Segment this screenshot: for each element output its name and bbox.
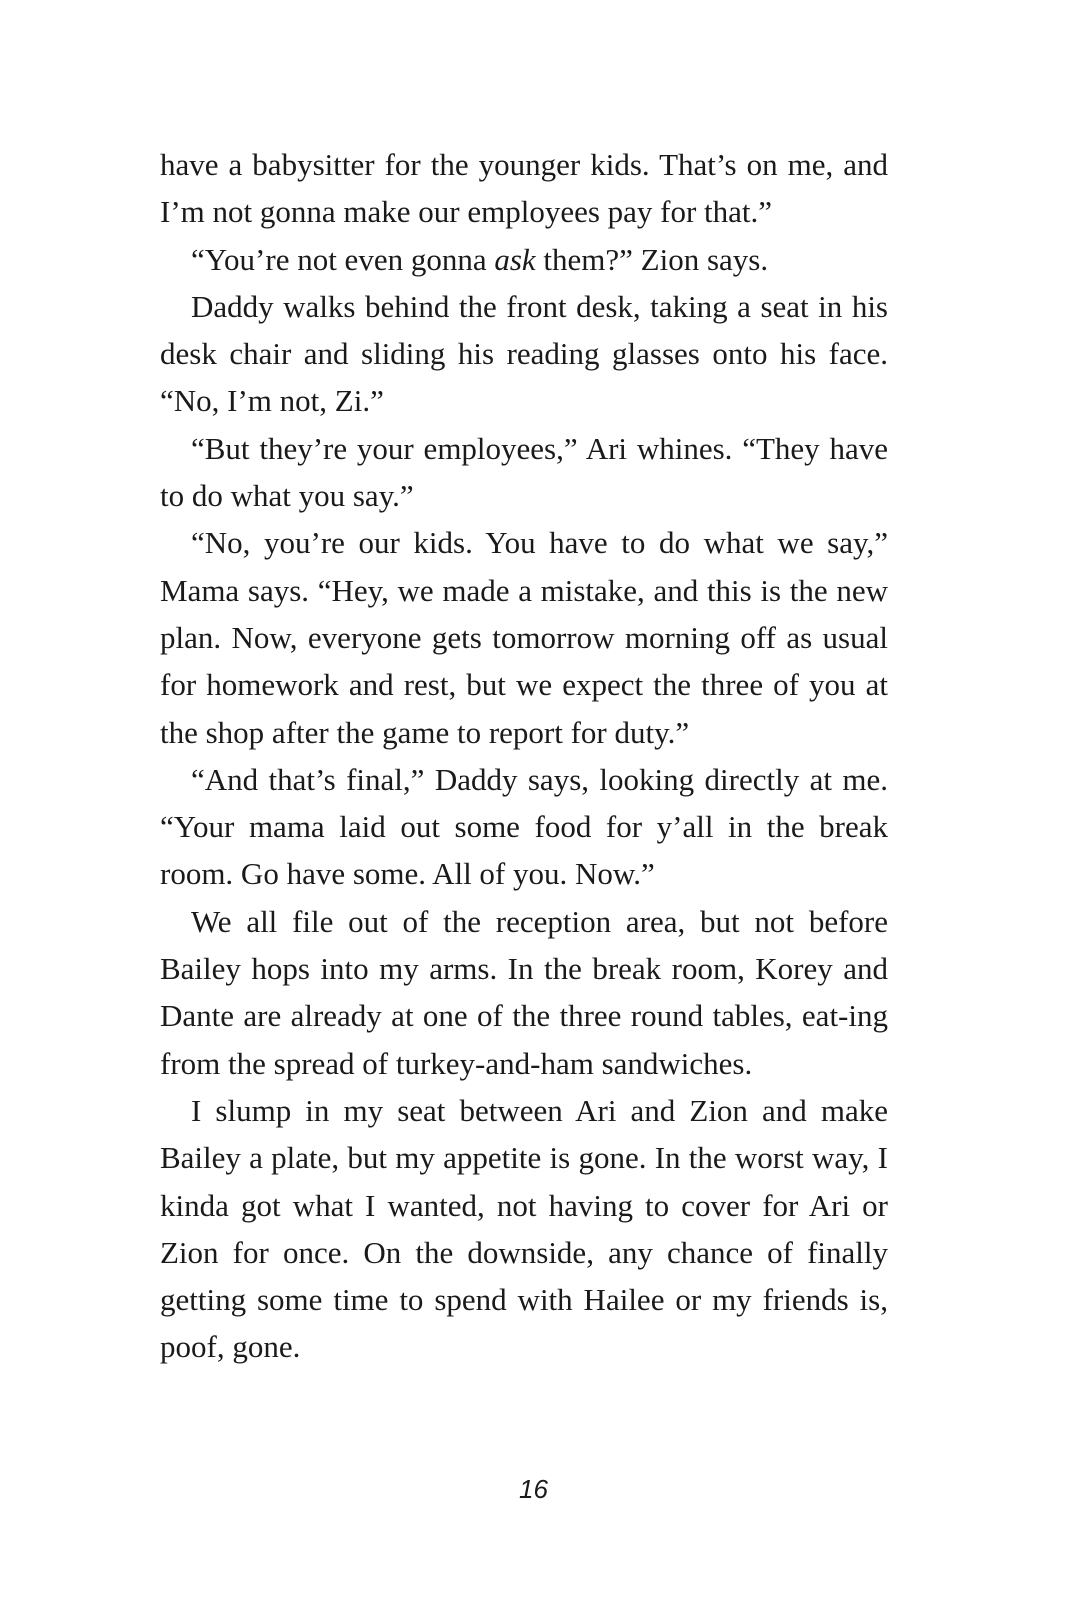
paragraph bbox=[160, 898, 888, 1087]
paragraph-text: “No, you’re our kids. You have to do what we say,” Mama says. “Hey, we made a mistake, and this is the new plan. Now, everyone gets tomorrow morning off as usual for homework and rest, but we expect the three of you at the shop after the game to report for duty.” bbox=[160, 525, 888, 750]
paragraph-text: We all file out of the reception area, but not before Bailey hops into my arms. In the break room, Korey and Dante are already at one of the three round tables, eat-ing from the spread of turkey-and-ham sandwiches. bbox=[160, 903, 888, 1081]
paragraph bbox=[160, 236, 888, 283]
paragraph-text: Daddy walks behind the front desk, taking a seat in his desk chair and sliding his reading glasses onto his face. “No, I’m not, Zi.” bbox=[160, 288, 888, 419]
paragraph bbox=[160, 519, 888, 755]
paragraph bbox=[160, 283, 888, 425]
paragraph bbox=[160, 425, 888, 520]
paragraph-text: have a babysitter for the younger kids. That’s on me, and I’m not gonna make our employees pay for that.” bbox=[160, 147, 888, 230]
paragraph-text: “But they’re your employees,” Ari whines. “They have to do what you say.” bbox=[160, 430, 888, 514]
paragraph bbox=[160, 141, 888, 236]
emphasis-text: ask bbox=[494, 241, 536, 277]
paragraph-text: “And that’s final,” Daddy says, looking directly at me. “Your mama laid out some food for y’all in the break room. Go have some. All of you. Now.” bbox=[160, 761, 888, 892]
paragraph-text: them?” Zion says. bbox=[535, 241, 769, 277]
paragraph-text: I slump in my seat between Ari and Zion and make Bailey a plate, but my appetite is gone. In the worst way, I kinda got what I wanted, not having to cover for Ari or Zion for once. On the downside, any chance of finally getting some time to spend with Hailee or my friends is, poof, gone. bbox=[160, 1092, 888, 1365]
paragraph bbox=[160, 1087, 888, 1371]
page-number: 16 bbox=[519, 1474, 548, 1504]
paragraph-text: “You’re not even gonna bbox=[191, 241, 495, 277]
body-text bbox=[160, 141, 888, 1371]
paragraph bbox=[160, 756, 888, 898]
